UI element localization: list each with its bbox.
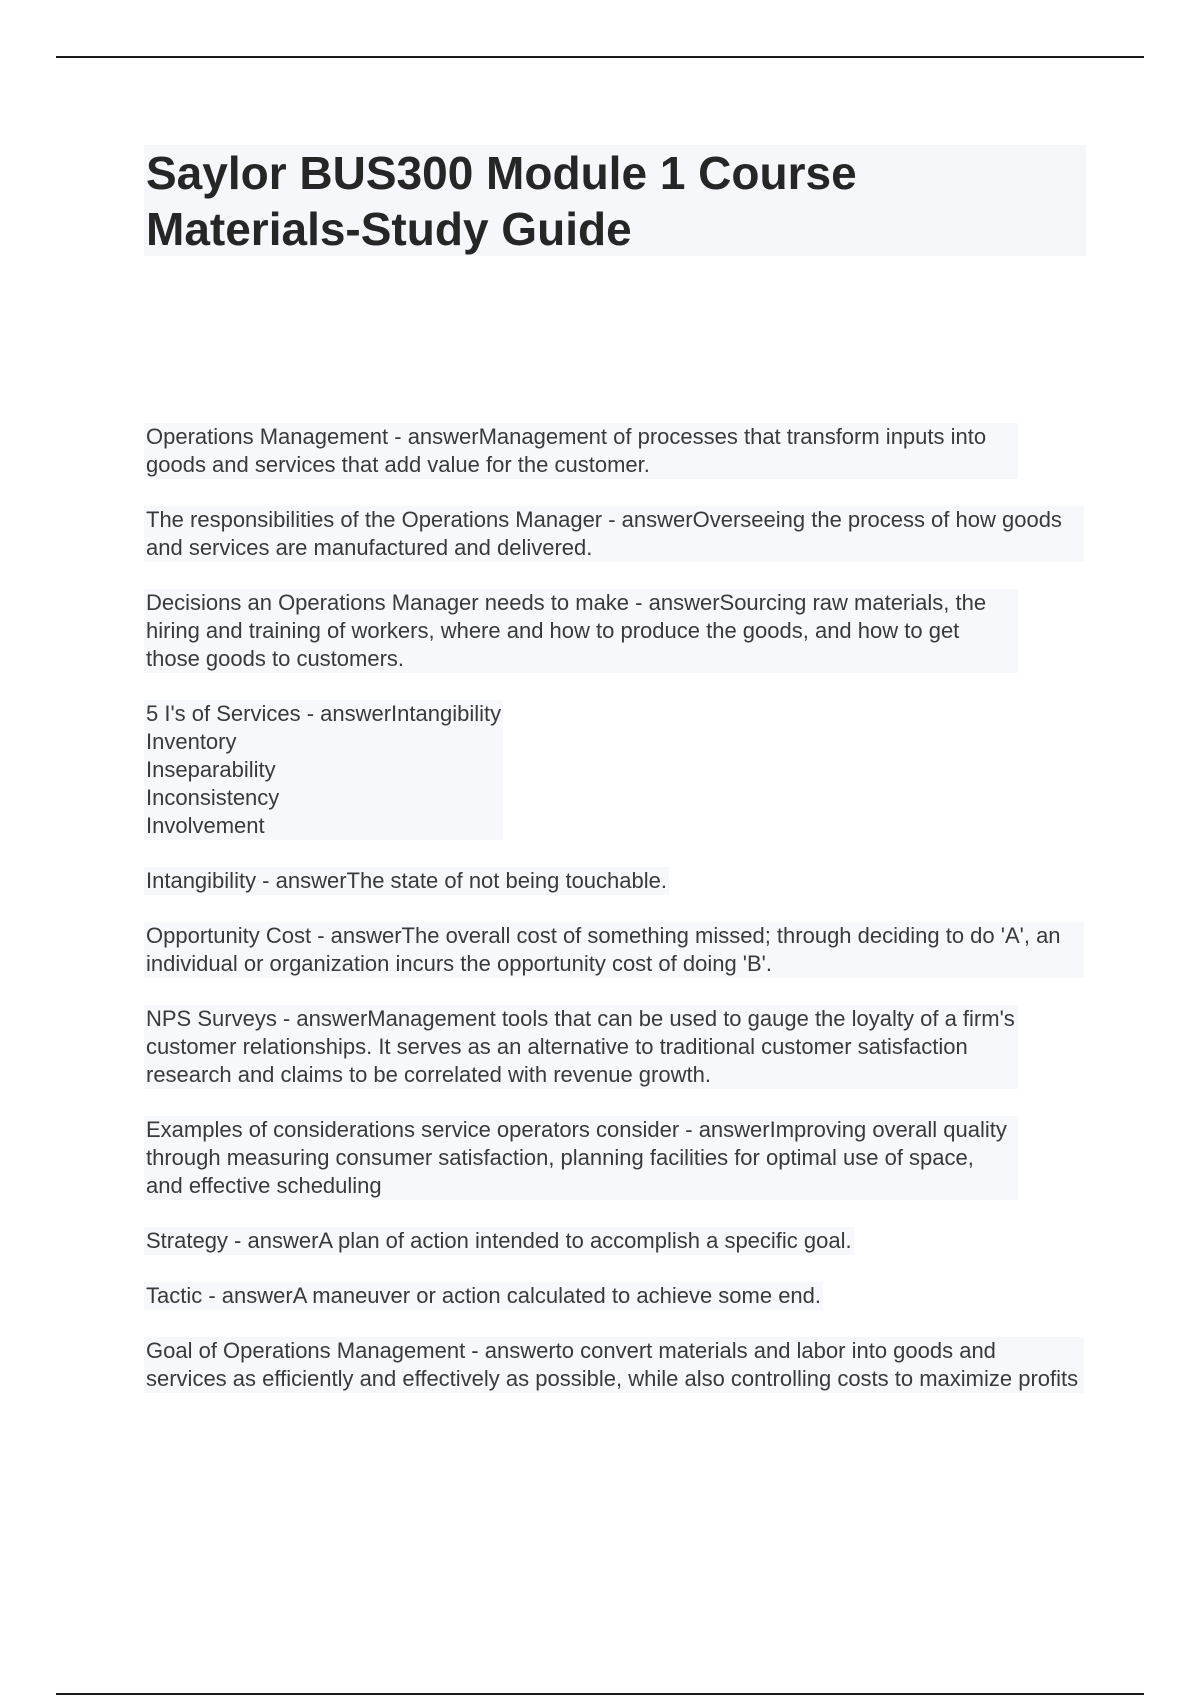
entry-operations-management: Operations Management - answerManagement of processes that transform inputs into goods and services that add value for the customer. — [144, 423, 1018, 479]
entry-operations-manager-responsibilities: The responsibilities of the Operations Manager - answerOverseeing the process of how goods and services are manufactured and delivered. — [144, 506, 1084, 562]
entry-opportunity-cost: Opportunity Cost - answerThe overall cost of something missed; through deciding to do 'A', an individual or organization incurs the opportunity cost of doing 'B'. — [144, 922, 1084, 978]
entry-service-considerations: Examples of considerations service operators consider - answerImproving overall quality through measuring consumer satisfaction, planning facilities for optimal use of space, and effective scheduling — [144, 1116, 1018, 1200]
entry-strategy: Strategy - answerA plan of action intended to accomplish a specific goal. — [146, 1228, 852, 1253]
entry-intangibility: Intangibility - answerThe state of not being touchable. — [146, 868, 667, 893]
study-guide-content — [144, 423, 1084, 1420]
bottom-divider — [56, 1693, 1144, 1695]
entry-nps-surveys: NPS Surveys - answerManagement tools that can be used to gauge the loyalty of a firm's customer relationships. It serves as an alternative to traditional customer satisfaction research and claims to be correlated with revenue growth. — [146, 1006, 1021, 1087]
entry-operations-manager-decisions: Decisions an Operations Manager needs to make - answerSourcing raw materials, the hiring and training of workers, where and how to produce the goods, and how to get those goods to customers. — [144, 589, 1018, 673]
entry-five-is-of-services: 5 I's of Services - answerIntangibility Inventory Inseparability Inconsistency Involvement — [146, 701, 502, 838]
top-divider — [56, 56, 1144, 58]
entry-tactic: Tactic - answerA maneuver or action calculated to achieve some end. — [146, 1283, 822, 1308]
title-line-2: Materials-Study Guide — [146, 203, 632, 255]
entry-goal-of-operations-management: Goal of Operations Management - answerto convert materials and labor into goods and services as efficiently and effectively as possible, while also controlling costs to maximize profits — [144, 1337, 1084, 1393]
title-block — [144, 145, 1086, 256]
document-title — [144, 145, 1086, 257]
title-line-1: Saylor BUS300 Module 1 Course — [146, 147, 857, 199]
